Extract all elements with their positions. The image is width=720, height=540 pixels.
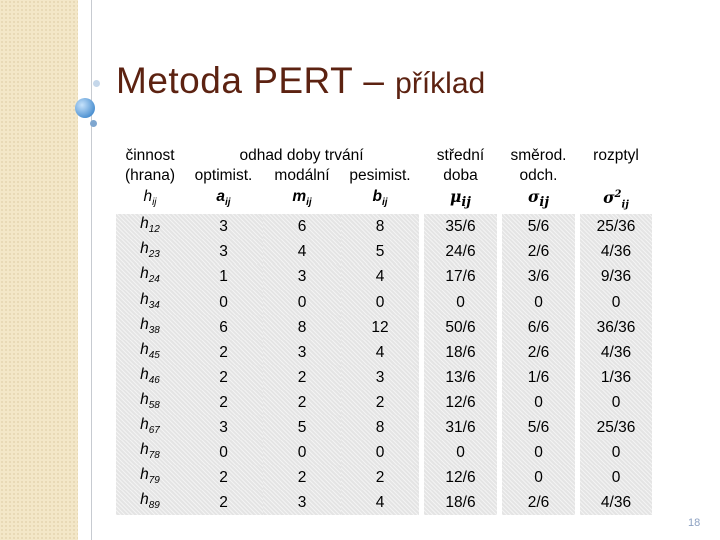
mean-value: 18/6 bbox=[424, 490, 497, 515]
modal-value: 3 bbox=[263, 490, 341, 515]
optimistic-value: 2 bbox=[184, 390, 263, 415]
table-row bbox=[116, 365, 652, 390]
pessimistic-value: 8 bbox=[341, 214, 419, 239]
mean-value: 12/6 bbox=[424, 390, 497, 415]
table-row bbox=[116, 239, 652, 264]
table-row bbox=[116, 390, 652, 415]
header-modal: modální bbox=[274, 166, 330, 184]
std-dev-value: 0 bbox=[502, 440, 575, 465]
edge-label: $h_{24}$ bbox=[116, 264, 184, 289]
variance-value: 1/36 bbox=[580, 365, 652, 390]
slide-title-main: Metoda PERT – bbox=[116, 60, 396, 101]
mean-value: 0 bbox=[424, 440, 497, 465]
table-row bbox=[116, 264, 652, 289]
mean-value: 31/6 bbox=[424, 415, 497, 440]
mean-value: 13/6 bbox=[424, 365, 497, 390]
table-row bbox=[116, 340, 652, 365]
table-row bbox=[116, 490, 652, 515]
optimistic-value: 2 bbox=[184, 490, 263, 515]
modal-value: 0 bbox=[263, 440, 341, 465]
variance-value: 0 bbox=[580, 440, 652, 465]
optimistic-value: 6 bbox=[184, 315, 263, 340]
optimistic-value: 2 bbox=[184, 340, 263, 365]
pessimistic-value: 4 bbox=[341, 340, 419, 365]
modal-value: 8 bbox=[263, 315, 341, 340]
edge-label: $h_{38}$ bbox=[116, 315, 184, 340]
edge-label: $h_{89}$ bbox=[116, 490, 184, 515]
header-row-2 bbox=[116, 166, 652, 186]
header-edge: (hrana) bbox=[125, 166, 175, 184]
variance-value: 0 bbox=[580, 390, 652, 415]
edge-label: $h_{23}$ bbox=[116, 239, 184, 264]
edge-label: $h_{67}$ bbox=[116, 415, 184, 440]
symbol-m: $m_{ij}$ bbox=[292, 188, 312, 209]
pessimistic-value: 0 bbox=[341, 440, 419, 465]
optimistic-value: 2 bbox=[184, 465, 263, 490]
variance-value: 4/36 bbox=[580, 239, 652, 264]
edge-label: $h_{78}$ bbox=[116, 440, 184, 465]
symbol-mu: $\mu_{ij}$ bbox=[450, 187, 471, 211]
variance-value: 36/36 bbox=[580, 315, 652, 340]
table-row bbox=[116, 415, 652, 440]
std-dev-value: 5/6 bbox=[502, 415, 575, 440]
edge-label: $h_{58}$ bbox=[116, 390, 184, 415]
variance-value: 0 bbox=[580, 290, 652, 315]
pessimistic-value: 5 bbox=[341, 239, 419, 264]
modal-value: 3 bbox=[263, 340, 341, 365]
edge-label: $h_{46}$ bbox=[116, 365, 184, 390]
modal-value: 0 bbox=[263, 290, 341, 315]
optimistic-value: 3 bbox=[184, 415, 263, 440]
header-duration: doba bbox=[443, 166, 478, 184]
header-activity: činnost bbox=[125, 147, 175, 165]
variance-value: 25/36 bbox=[580, 415, 652, 440]
edge-label: $h_{34}$ bbox=[116, 290, 184, 315]
header-mean: střední bbox=[436, 147, 485, 165]
slide-title-sub: příklad bbox=[395, 67, 486, 100]
small-bubble-decoration-lower bbox=[90, 120, 97, 127]
optimistic-value: 0 bbox=[184, 290, 263, 315]
page-number: 18 bbox=[688, 517, 701, 529]
pessimistic-value: 2 bbox=[341, 465, 419, 490]
pessimistic-value: 4 bbox=[341, 264, 419, 289]
variance-value: 4/36 bbox=[580, 490, 652, 515]
table-row bbox=[116, 214, 652, 239]
std-dev-value: 2/6 bbox=[502, 490, 575, 515]
small-bubble-decoration bbox=[93, 80, 100, 87]
std-dev-value: 2/6 bbox=[502, 340, 575, 365]
optimistic-value: 2 bbox=[184, 365, 263, 390]
modal-value: 2 bbox=[263, 465, 341, 490]
header-variance: rozptyl bbox=[593, 147, 639, 165]
mean-value: 17/6 bbox=[424, 264, 497, 289]
mean-value: 35/6 bbox=[424, 214, 497, 239]
std-dev-value: 6/6 bbox=[502, 315, 575, 340]
decorative-side-strip bbox=[0, 0, 78, 540]
optimistic-value: 1 bbox=[184, 264, 263, 289]
table-row bbox=[116, 315, 652, 340]
pert-table bbox=[116, 146, 652, 515]
std-dev-value: 5/6 bbox=[502, 214, 575, 239]
large-bubble-decoration bbox=[75, 98, 95, 118]
table-row bbox=[116, 465, 652, 490]
std-dev-value: 1/6 bbox=[502, 365, 575, 390]
edge-label: $h_{12}$ bbox=[116, 214, 184, 239]
mean-value: 18/6 bbox=[424, 340, 497, 365]
pessimistic-value: 3 bbox=[341, 365, 419, 390]
mean-value: 12/6 bbox=[424, 465, 497, 490]
mean-value: 50/6 bbox=[424, 315, 497, 340]
header-deviation: odch. bbox=[519, 166, 558, 184]
std-dev-value: 2/6 bbox=[502, 239, 575, 264]
std-dev-value: 0 bbox=[502, 465, 575, 490]
symbol-sigma: $\sigma_{ij}$ bbox=[527, 187, 549, 211]
std-dev-value: 0 bbox=[502, 390, 575, 415]
modal-value: 4 bbox=[263, 239, 341, 264]
header-std-dev: směrod. bbox=[510, 147, 567, 165]
symbol-b: $b_{ij}$ bbox=[372, 188, 388, 209]
modal-value: 2 bbox=[263, 390, 341, 415]
variance-value: 25/36 bbox=[580, 214, 652, 239]
pessimistic-value: 4 bbox=[341, 490, 419, 515]
table-row bbox=[116, 290, 652, 315]
optimistic-value: 0 bbox=[184, 440, 263, 465]
edge-label: $h_{45}$ bbox=[116, 340, 184, 365]
std-dev-value: 3/6 bbox=[502, 264, 575, 289]
mean-value: 0 bbox=[424, 290, 497, 315]
variance-value: 4/36 bbox=[580, 340, 652, 365]
variance-value: 0 bbox=[580, 465, 652, 490]
variance-value: 9/36 bbox=[580, 264, 652, 289]
mean-value: 24/6 bbox=[424, 239, 497, 264]
optimistic-value: 3 bbox=[184, 214, 263, 239]
symbol-variance: $\sigma^2_{ij}$ bbox=[603, 188, 629, 211]
header-row-symbols bbox=[116, 185, 652, 214]
symbol-h: $h_{ij}$ bbox=[143, 188, 157, 209]
edge-label: $h_{79}$ bbox=[116, 465, 184, 490]
symbol-a: $a_{ij}$ bbox=[216, 188, 231, 209]
pessimistic-value: 0 bbox=[341, 290, 419, 315]
table-body bbox=[116, 214, 652, 515]
modal-value: 5 bbox=[263, 415, 341, 440]
std-dev-value: 0 bbox=[502, 290, 575, 315]
header-optimistic: optimist. bbox=[194, 166, 253, 184]
header-row-1 bbox=[116, 146, 652, 166]
header-duration-estimate: odhad doby trvání bbox=[239, 147, 364, 165]
pessimistic-value: 8 bbox=[341, 415, 419, 440]
modal-value: 6 bbox=[263, 214, 341, 239]
pessimistic-value: 12 bbox=[341, 315, 419, 340]
header-pessimistic: pesimist. bbox=[349, 166, 411, 184]
modal-value: 3 bbox=[263, 264, 341, 289]
slide-title bbox=[116, 60, 485, 102]
optimistic-value: 3 bbox=[184, 239, 263, 264]
pessimistic-value: 2 bbox=[341, 390, 419, 415]
modal-value: 2 bbox=[263, 365, 341, 390]
vertical-divider-line bbox=[91, 0, 92, 540]
table-row bbox=[116, 440, 652, 465]
